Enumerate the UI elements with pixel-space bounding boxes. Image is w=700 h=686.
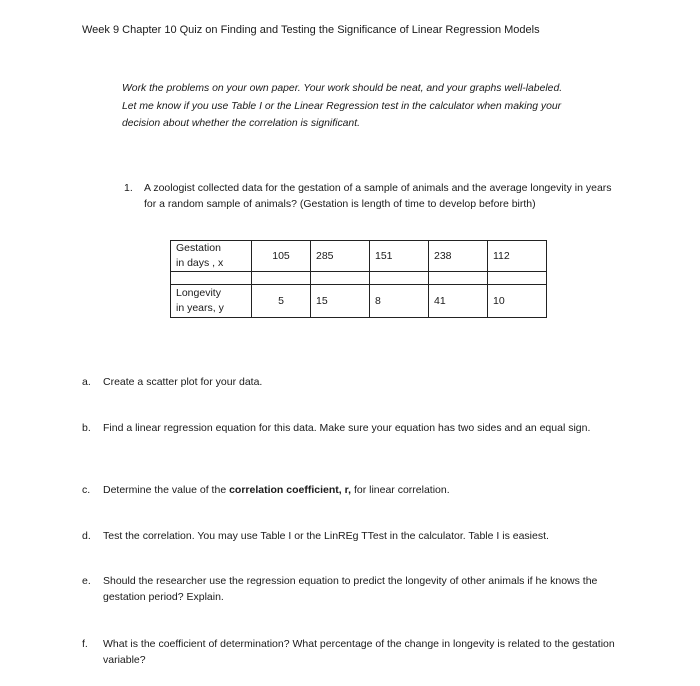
part-letter: e.	[82, 575, 91, 587]
question-number: 1.	[124, 182, 133, 194]
document-title: Week 9 Chapter 10 Quiz on Finding and Testing the Significance of Linear Regression Models	[82, 24, 540, 36]
part-text-end: for linear correlation.	[351, 484, 450, 496]
part-text: Find a linear regression equation for this data. Make sure your equation has two sides and an equal sign.	[103, 422, 591, 434]
table-cell: 5	[252, 285, 311, 318]
part-letter: c.	[82, 484, 91, 496]
spacer-cell	[429, 272, 488, 285]
part-e	[82, 573, 622, 605]
spacer-cell	[488, 272, 547, 285]
row-label-gestation	[171, 241, 252, 272]
instructions-line: decision about whether the correlation is significant.	[122, 118, 360, 129]
part-text	[103, 482, 622, 498]
data-table	[170, 240, 547, 318]
part-f	[82, 636, 622, 668]
row-label-longevity	[171, 285, 252, 318]
part-text-bold: correlation coefficient, r,	[229, 484, 352, 496]
table-cell: 112	[488, 241, 547, 272]
table-cell: 238	[429, 241, 488, 272]
instructions-line: Let me know if you use Table I or the Linear Regression test in the calculator when making your	[122, 100, 562, 112]
part-text: Create a scatter plot for your data.	[103, 376, 263, 388]
question-text: A zoologist collected data for the gestation of a sample of animals and the average longevity in years for a random sample of animals? (Gestation is length of time to develop before birth)	[144, 182, 612, 210]
spacer-cell	[370, 272, 429, 285]
table-row-gestation	[171, 241, 547, 272]
part-text: What is the coefficient of determination? What percentage of the change in longevity is related to the gestation variable?	[103, 638, 615, 666]
part-d	[82, 528, 622, 544]
part-text: Should the researcher use the regression equation to predict the longevity of other animals if he knows the gestation period? Explain.	[103, 575, 598, 603]
table-cell: 10	[488, 285, 547, 318]
row-label-line: in years, y	[176, 302, 224, 314]
spacer-cell	[171, 272, 252, 285]
row-label-line: Gestation	[176, 242, 221, 254]
table-spacer-row	[171, 272, 547, 285]
table-cell: 41	[429, 285, 488, 318]
table-cell: 105	[252, 241, 311, 272]
part-letter: b.	[82, 422, 91, 434]
part-letter: a.	[82, 376, 91, 388]
table-cell: 15	[311, 285, 370, 318]
instructions-line: Work the problems on your own paper. Your work should be neat, and your graphs well-labeled.	[122, 83, 563, 94]
table-cell: 285	[311, 241, 370, 272]
part-b	[82, 420, 622, 436]
part-letter: f.	[82, 638, 88, 650]
part-c	[82, 482, 622, 498]
table-cell: 151	[370, 241, 429, 272]
part-letter: d.	[82, 530, 91, 542]
part-a	[82, 374, 622, 390]
table-row-longevity	[171, 285, 547, 318]
row-label-line: in days , x	[176, 257, 224, 269]
part-text: Test the correlation. You may use Table I or the LinREg TTest in the calculator. Table I is easiest.	[103, 530, 549, 542]
instructions-block	[122, 80, 622, 133]
spacer-cell	[311, 272, 370, 285]
row-label-line: Longevity	[176, 287, 221, 299]
table-cell: 8	[370, 285, 429, 318]
spacer-cell	[252, 272, 311, 285]
question-1	[124, 180, 624, 212]
part-text-start: Determine the value of the	[103, 484, 230, 496]
